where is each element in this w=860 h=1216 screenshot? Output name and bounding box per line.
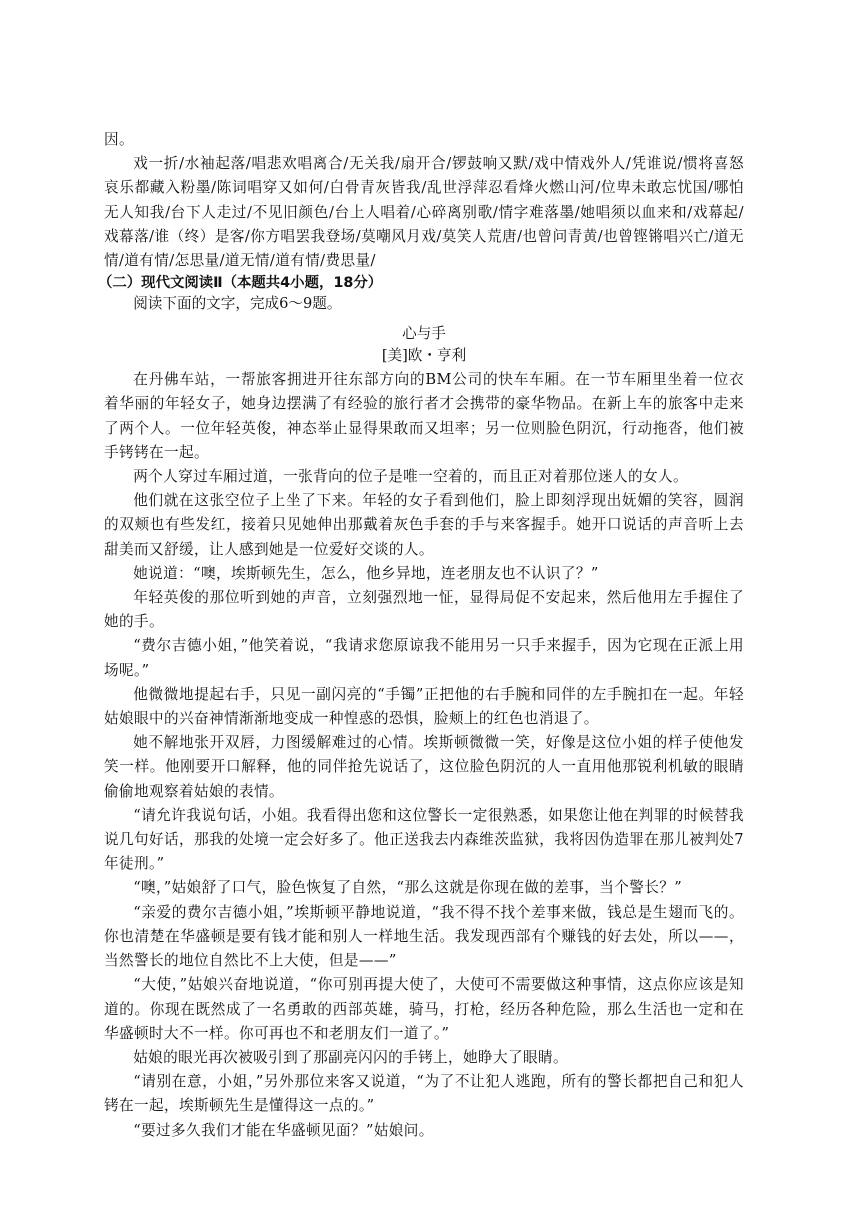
story-paragraph: “要过多久我们才能在华盛顿见面？”姑娘问。 xyxy=(133,1121,434,1139)
story-paragraph: “请允许我说句话，小姐。我看得出您和这位警长一定很熟悉，如果您让他在判罪的时候替我说几句好话，那我的处境一定会好多了。他正送我去内森维茨监狱，我将因伪造罪在那儿被判处7年徒刑。” xyxy=(104,806,744,873)
intro-tail: 因。 xyxy=(104,131,134,148)
document-page xyxy=(98,128,744,1143)
story-paragraph: “请别在意，小姐，”另外那位来客又说道，“为了不让犯人逃跑，所有的警长都把自己和犯人铐在一起，埃斯顿先生是懂得这一点的。” xyxy=(104,1073,744,1115)
story-paragraph: 两个人穿过车厢过道，一张背向的位子是唯一空着的，而且正对着那位迷人的女人。 xyxy=(133,468,688,486)
reading-instruction: 阅读下面的文字，完成6～9题。 xyxy=(133,295,342,313)
story-author: [美]欧・亨利 xyxy=(381,347,467,365)
story-paragraph: “亲爱的费尔吉德小姐，”埃斯顿平静地说道，“我不得不找个差事来做，钱总是生翅而飞的。你也清楚在华盛顿是要有钱才能和别人一样地生活。我发现西部有个赚钱的好去处，所以——，当然警长的地位自然比不上大使，但是——” xyxy=(104,903,744,970)
story-paragraph: 他们就在这张空位子上坐了下来。年轻的女子看到他们，脸上即刻浮现出妩媚的笑容，圆润的双颊也有些发红，接着只见她伸出那戴着灰色手套的手与来客握手。她开口说话的声音听上去甜美而又舒缓，让人感到她是一位爱好交谈的人。 xyxy=(104,492,744,558)
section-heading: （二）现代文阅读Ⅱ（本题共4小题，18分） xyxy=(98,275,383,292)
story-title: 心与手 xyxy=(402,325,446,343)
story-paragraph: 在丹佛车站，一帮旅客拥进开往东部方向的BM公司的快车车厢。在一节车厢里坐着一位衣着华丽的年轻女子，她身边摆满了有经验的旅行者才会携带的豪华物品。在新上车的旅客中走来了两个人。一位年轻英俊，神态举止显得果敢而又坦率；另一位则脸色阴沉，行动拖沓，他们被手铐铐在一起。 xyxy=(104,371,744,461)
story-paragraph: “费尔吉德小姐，”他笑着说，“我请求您原谅我不能用另一只手来握手，因为它现在正派上用场呢。” xyxy=(104,637,744,679)
poem-lyrics: 戏一折/水袖起落/唱悲欢唱离合/无关我/扇开合/锣鼓响又默/戏中情戏外人/凭谁说/惯将喜怒哀乐都藏入粉墨/陈词唱穿又如何/白骨青灰皆我/乱世浮萍忍看烽火燃山河/位卑未敢忘忧国/哪怕无人知我/台下人走过/不见旧颜色/台上人唱着/心碎离别歌/情字难落墨/她唱须以血来和/戏幕起/戏幕落/谁（终）是客/你方唱罢我登场/莫嘲风月戏/莫笑人荒唐/也曾问青黄/也曾铿锵唱兴亡/道无情/道有情/怎思量/道无情/道有情/费思量/ xyxy=(104,155,744,270)
story-paragraph: “大使，”姑娘兴奋地说道，“你可别再提大使了，大使可不需要做这种事情，这点你应该是知道的。你现在既然成了一名勇敢的西部英雄，骑马，打枪，经历各种危险，那么生活也一定和在华盛顿时大不一样。你可再也不和老朋友们一道了。” xyxy=(104,976,744,1042)
story-paragraph: 她不解地张开双唇，力图缓解难过的心情。埃斯顿微微一笑，好像是这位小姐的样子使他发笑一样。他刚要开口解释，他的同伴抢先说话了，这位脸色阴沉的人一直用他那锐利机敏的眼睛偷偷地观察着姑娘的表情。 xyxy=(104,734,744,800)
story-paragraph: “噢，”姑娘舒了口气，脸色恢复了自然，“那么这就是你现在做的差事，当个警长？” xyxy=(133,879,683,897)
story-paragraph: 她说道：“噢，埃斯顿先生，怎么，他乡异地，连老朋友也不认识了？” xyxy=(133,564,599,582)
story-paragraph: 他微微地提起右手，只见一副闪亮的“手镯”正把他的右手腕和同伴的左手腕扣在一起。年轻姑娘眼中的兴奋神情渐渐地变成一种惶惑的恐惧，脸颊上的红色也消退了。 xyxy=(104,685,744,728)
story-paragraph: 姑娘的眼光再次被吸引到了那副亮闪闪的手铐上，她睁大了眼睛。 xyxy=(133,1048,569,1066)
story-paragraph: 年轻英俊的那位听到她的声音，立刻强烈地一怔，显得局促不安起来，然后他用左手握住了她的手。 xyxy=(104,589,744,631)
